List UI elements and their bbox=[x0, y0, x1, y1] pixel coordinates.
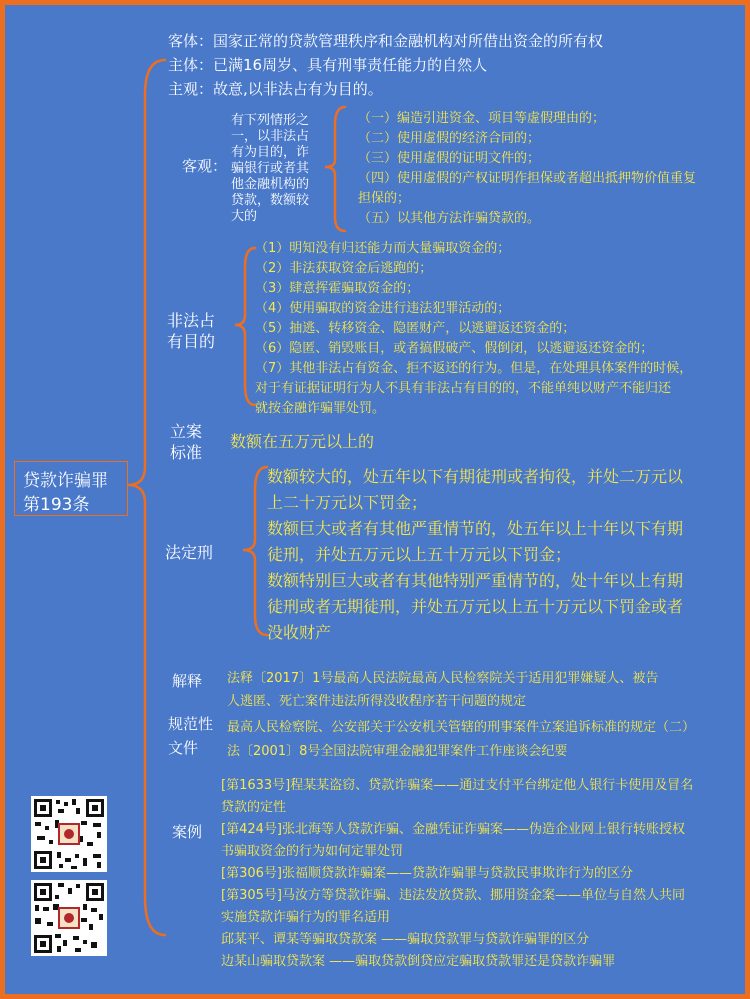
case-line: 书骗取资金的行为如何定罪处罚 bbox=[221, 844, 404, 859]
illegal-item: 就按金融诈骗罪处罚。 bbox=[255, 401, 386, 416]
illegal-item: （2）非法获取资金后逃跑的； bbox=[255, 261, 433, 276]
cases-label: 案例 bbox=[172, 823, 203, 841]
filing-standard-label: 标准 bbox=[170, 443, 203, 462]
qr-code-image[interactable] bbox=[31, 880, 107, 956]
keguan-intro-line: 骗银行或者其 bbox=[231, 161, 310, 176]
keti-text: 客体：国家正常的贷款管理秩序和金融机构对所借出资金的所有权 bbox=[168, 32, 604, 50]
case-line: [第424号]张北海等人贷款诈骗、金融凭证诈骗案——伪造企业网上银行转账授权 bbox=[221, 822, 685, 837]
normative-doc-line: 最高人民检察院、公安部关于公安机关管辖的刑事案件立案追诉标准的规定（二） bbox=[227, 720, 696, 735]
penalty-line: 徒刑或者无期徒刑，并处五万元以上五十万元以下罚金或者 bbox=[267, 597, 684, 616]
main-bracket bbox=[128, 60, 165, 935]
case-line: 邱某平、谭某等骗取贷款案 ——骗取贷款罪与贷款诈骗罪的区分 bbox=[221, 932, 590, 947]
root-title: 贷款诈骗罪 bbox=[23, 471, 108, 491]
illegal-item: （6）隐匿、销毁账目，或者搞假破产、假倒闭，以逃避返还资金的； bbox=[255, 341, 654, 356]
zhuguan-text: 主观：故意,以非法占有为目的。 bbox=[168, 80, 383, 98]
keguan-item: （二）使用虚假的经济合同的； bbox=[358, 131, 541, 146]
mind-map-canvas bbox=[5, 5, 745, 994]
interpretation-line: 法释〔2017〕1号最高人民法院最高人民检察院关于适用犯罪嫌疑人、被告 bbox=[227, 671, 659, 686]
illegal-item: （5）抽逃、转移资金、隐匿财产，以逃避返还资金的； bbox=[255, 321, 576, 336]
keguan-item: （一）编造引进资金、项目等虚假理由的； bbox=[358, 111, 606, 126]
illegal-item: （1）明知没有归还能力而大量骗取资金的； bbox=[255, 241, 511, 256]
penalty-line: 徒刑，并处五万元以上五十万元以下罚金； bbox=[267, 545, 572, 564]
normative-docs-label: 文件 bbox=[168, 739, 199, 757]
illegal-item: （4）使用骗取的资金进行违法犯罪活动的； bbox=[255, 301, 511, 316]
case-line: 贷款的定性 bbox=[221, 800, 287, 815]
penalty-bracket bbox=[243, 467, 267, 635]
zhuti-text: 主体：已满16周岁、具有刑事责任能力的自然人 bbox=[168, 56, 488, 74]
case-line: [第305号]马汝方等贷款诈骗、违法发放贷款、挪用资金案——单位与自然人共同 bbox=[221, 888, 685, 903]
root-article: 第193条 bbox=[23, 495, 90, 515]
case-line: 边某山骗取贷款案 ——骗取贷款倒贷应定骗取贷款罪还是贷款诈骗罪 bbox=[221, 954, 616, 969]
penalty-line: 数额巨大或者有其他严重情节的，处五年以上十年以下有期 bbox=[267, 519, 684, 538]
case-line: [第1633号]程某某盗窃、贷款诈骗案——通过支付平台绑定他人银行卡使用及冒名 bbox=[221, 778, 694, 793]
illegal-item: 对于有证据证明行为人不具有非法占有目的的，不能单纯以财产不能归还 bbox=[255, 381, 672, 396]
penalty-label: 法定刑 bbox=[165, 543, 214, 562]
keguan-intro-line: 有为目的，诈 bbox=[231, 145, 310, 160]
keguan-intro-line: 他金融机构的 bbox=[231, 177, 310, 192]
case-line: [第306号]张福顺贷款诈骗案——贷款诈骗罪与贷款民事欺诈行为的区分 bbox=[221, 866, 633, 881]
penalty-line: 数额较大的，处五年以下有期徒刑或者拘役，并处二万元以 bbox=[267, 467, 684, 486]
root-node bbox=[14, 461, 128, 516]
normative-doc-line: 法〔2001〕8号全国法院审理金融犯罪案件工作座谈会纪要 bbox=[227, 744, 568, 759]
illegal-item: （7）其他非法占有资金、拒不返还的行为。但是，在处理具体案件的时候， bbox=[255, 361, 693, 376]
normative-docs-label: 规范性 bbox=[168, 715, 214, 733]
keguan-intro-line: 有下列情形之 bbox=[231, 113, 310, 128]
penalty-line: 没收财产 bbox=[267, 623, 332, 642]
keguan-item: （五）以其他方法诈骗贷款的。 bbox=[358, 211, 541, 226]
keguan-item: （三）使用虚假的证明文件的； bbox=[358, 151, 541, 166]
case-line: 实施贷款诈骗行为的罪名适用 bbox=[221, 910, 391, 925]
keguan-item: 担保的； bbox=[358, 191, 411, 206]
penalty-line: 上二十万元以下罚金； bbox=[267, 493, 428, 512]
keguan-intro-line: 大的 bbox=[231, 209, 258, 224]
illegal-possession-label: 非法占 bbox=[167, 311, 216, 330]
keguan-bracket bbox=[325, 107, 345, 231]
keguan-item: （四）使用虚假的产权证明作担保或者超出抵押物价值重复 bbox=[358, 171, 697, 186]
keguan-intro-line: 一，以非法占 bbox=[231, 129, 310, 144]
keguan-label: 客观： bbox=[182, 157, 228, 175]
interpretation-line: 人逃匿、死亡案件违法所得没收程序若干问题的规定 bbox=[227, 694, 527, 709]
qr-code-image[interactable] bbox=[31, 796, 107, 872]
interpretation-label: 解释 bbox=[172, 672, 203, 690]
illegal-bracket bbox=[235, 248, 255, 405]
illegal-item: （3）肆意挥霍骗取资金的； bbox=[255, 281, 420, 296]
filing-standard-label: 立案 bbox=[170, 422, 203, 441]
filing-standard-text: 数额在五万元以上的 bbox=[230, 432, 375, 451]
illegal-possession-label: 有目的 bbox=[167, 332, 216, 351]
penalty-line: 数额特别巨大或者有其他特别严重情节的，处十年以上有期 bbox=[267, 571, 684, 590]
keguan-intro-line: 贷款，数额较 bbox=[231, 193, 310, 208]
